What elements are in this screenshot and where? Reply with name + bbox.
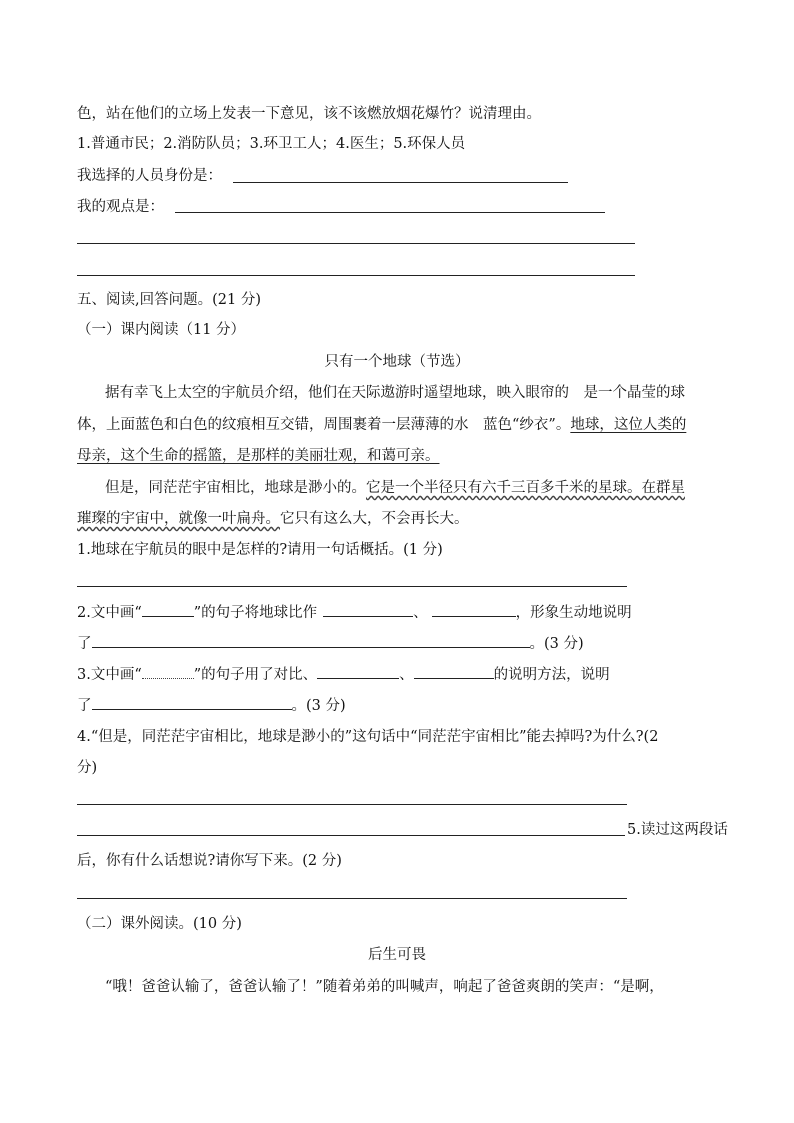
passage-text: 体，上面蓝色和白色的纹痕相互交错，周围裹着一层薄薄的水 蓝色“纱衣”。: [77, 417, 571, 433]
wavy-sentence: 它是一个半径只有六千三百多千米的星球。在群星: [366, 480, 685, 496]
q3-text: ”的句子用了对比、: [193, 667, 318, 683]
q3-text: 了: [77, 698, 92, 714]
q3-text: 的说明方法，说明: [493, 667, 610, 683]
sample-wavy-blank: [142, 664, 194, 679]
question-2: [77, 602, 632, 623]
section-heading: 五、阅读,回答问题。(21 分): [77, 292, 261, 308]
q3-text: 3.文中画“: [77, 667, 142, 683]
question-5: 5.读过这两段话: [627, 822, 728, 838]
answer-blank[interactable]: [414, 664, 494, 679]
passage-line: [77, 415, 686, 435]
passage-line: [77, 509, 469, 529]
answer-blank[interactable]: [92, 633, 530, 648]
q2-text: 。(3 分): [529, 636, 584, 652]
sample-blank: [142, 602, 194, 617]
q2-text: ，形象生动地说明: [515, 605, 632, 621]
question-3-cont: [77, 695, 346, 716]
answer-blank[interactable]: [92, 695, 292, 710]
q3-text: 。(3 分): [291, 698, 346, 714]
question-4-cont: 分): [77, 760, 98, 776]
passage-title: 后生可畏: [368, 947, 426, 963]
answer-line[interactable]: [77, 835, 625, 836]
q2-text: 2.文中画“: [77, 605, 142, 621]
q3-text: 、: [399, 667, 414, 683]
question-1: 1.地球在宇航员的眼中是怎样的?请用一句话概括。(1 分): [77, 542, 443, 558]
viewpoint-answer-line[interactable]: [175, 212, 605, 213]
viewpoint-answer-line[interactable]: [77, 275, 635, 276]
answer-blank[interactable]: [317, 664, 399, 679]
answer-line[interactable]: [77, 898, 627, 899]
question-2-cont: [77, 633, 584, 654]
answer-line[interactable]: [77, 586, 627, 587]
q2-text: 、: [413, 605, 428, 621]
q2-text: 了: [77, 636, 92, 652]
passage-text: 但是，同茫茫宇宙相比，地球是渺小的。: [105, 480, 366, 496]
passage-line: “哦！爸爸认输了，爸爸认输了！”随着弟弟的叫喊声，响起了爸爸爽朗的笑声：“是啊，: [105, 979, 664, 995]
prev-question-text: 色，站在他们的立场上发表一下意见，该不该燃放烟花爆竹？说清理由。: [77, 106, 541, 122]
wavy-sentence: 璀璨的宇宙中，就像一叶扁舟。: [77, 511, 280, 527]
question-3: [77, 664, 610, 685]
passage-line: [105, 478, 685, 498]
q2-text: ”的句子将地球比作: [193, 605, 318, 621]
passage-title: 只有一个地球（节选）: [324, 354, 470, 370]
answer-blank[interactable]: [432, 602, 516, 617]
underlined-sentence: 地球，这位人类的: [570, 417, 687, 433]
answer-blank[interactable]: [323, 602, 413, 617]
passage-line: [77, 446, 440, 466]
passage-text: 它只有这么大，不会再长大。: [280, 511, 469, 527]
part-heading: （二）课外阅读。(10 分): [77, 916, 242, 932]
passage-line: 据有幸飞上太空的宇航员介绍，他们在天际遨游时遥望地球，映入眼帘的 是一个晶莹的球: [105, 385, 685, 401]
viewpoint-answer-line[interactable]: [77, 243, 635, 244]
underlined-sentence: 母亲，这个生命的摇篮，是那样的美丽壮观，和蔼可亲。: [77, 448, 440, 464]
viewpoint-label: 我的观点是：: [77, 199, 164, 215]
identity-label: 我选择的人员身份是：: [77, 168, 222, 184]
part-heading: （一）课内阅读（11 分）: [77, 322, 246, 338]
answer-line[interactable]: [77, 804, 627, 805]
question-4: 4.“但是，同茫茫宇宙相比，地球是渺小的”这句话中“同茫茫宇宙相比”能去掉吗?为什么?(2: [77, 729, 659, 745]
question-5-cont: 后，你有什么话想说?请你写下来。(2 分): [77, 853, 342, 869]
prev-options: 1.普通市民；2.消防队员；3.环卫工人；4.医生；5.环保人员: [77, 136, 466, 152]
identity-answer-line[interactable]: [233, 182, 568, 183]
